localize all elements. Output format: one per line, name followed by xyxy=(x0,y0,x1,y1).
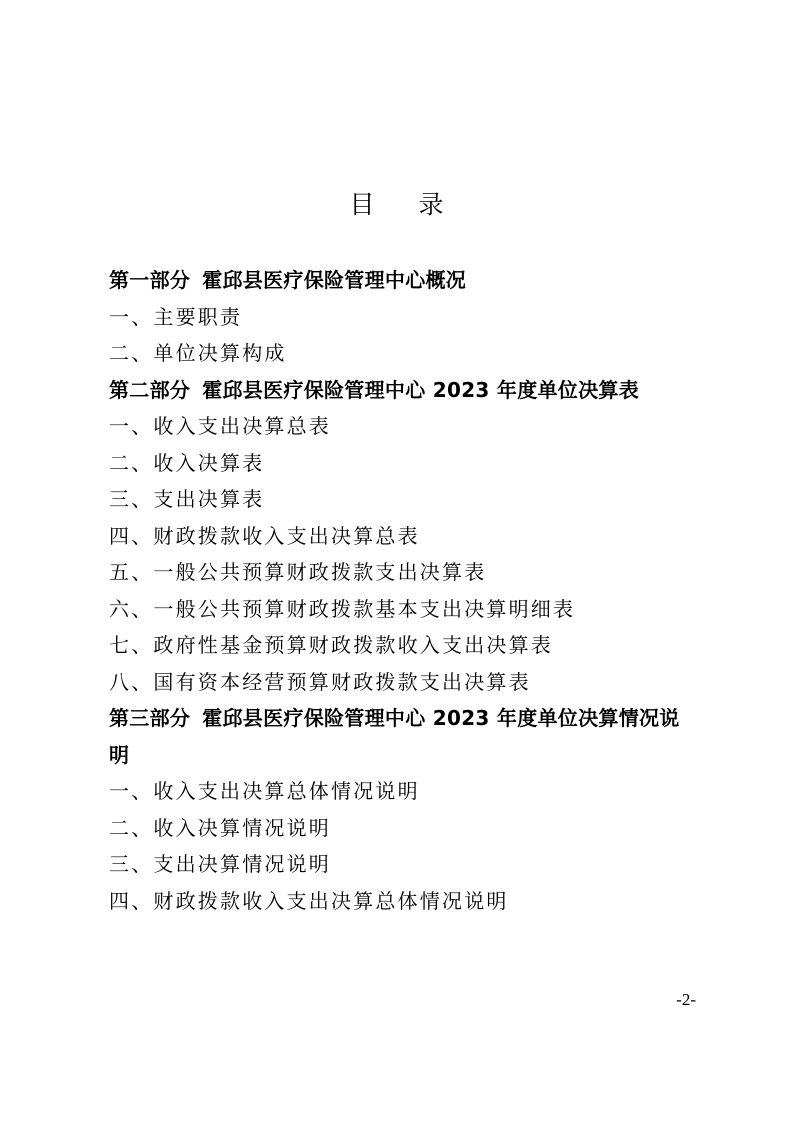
toc-item: 八、国有资本经营预算财政拨款支出决算表 xyxy=(109,669,531,694)
part-title: 霍邱县医疗保险管理中心 2023 年度单位决算表 xyxy=(202,377,639,402)
toc-item: 五、一般公共预算财政拨款支出决算表 xyxy=(109,560,487,584)
toc-item: 二、收入决算表 xyxy=(109,450,265,475)
part-2-heading xyxy=(109,372,699,409)
toc-item: 四、财政拨款收入支出决算总体情况说明 xyxy=(109,888,509,913)
part-title: 霍邱县医疗保险管理中心概况 xyxy=(202,268,467,292)
toc-item: 二、单位决算构成 xyxy=(109,341,287,365)
part-3-heading xyxy=(109,700,699,773)
part-label: 第一部分 xyxy=(109,268,191,292)
toc-item: 一、主要职责 xyxy=(109,304,243,329)
page-title: 目 录 xyxy=(349,190,462,219)
part-title: 霍邱县医疗保险管理中心 2023 年度单位决算情况说明 xyxy=(109,706,680,767)
toc-item: 七、政府性基金预算财政拨款收入支出决算表 xyxy=(109,633,553,657)
toc-item: 四、财政拨款收入支出决算总表 xyxy=(109,523,420,548)
table-of-contents xyxy=(109,262,699,919)
toc-item: 六、一般公共预算财政拨款基本支出决算明细表 xyxy=(109,596,576,621)
toc-item: 一、收入支出决算总表 xyxy=(109,414,331,438)
toc-item: 一、收入支出决算总体情况说明 xyxy=(109,779,420,803)
page-number: -2- xyxy=(676,990,696,1009)
part-label: 第三部分 xyxy=(109,706,191,730)
toc-item: 三、支出决算表 xyxy=(109,487,265,511)
toc-item: 二、收入决算情况说明 xyxy=(109,815,331,840)
part-1-heading xyxy=(109,262,699,299)
part-label: 第二部分 xyxy=(109,377,191,402)
toc-item: 三、支出决算情况说明 xyxy=(109,852,331,876)
